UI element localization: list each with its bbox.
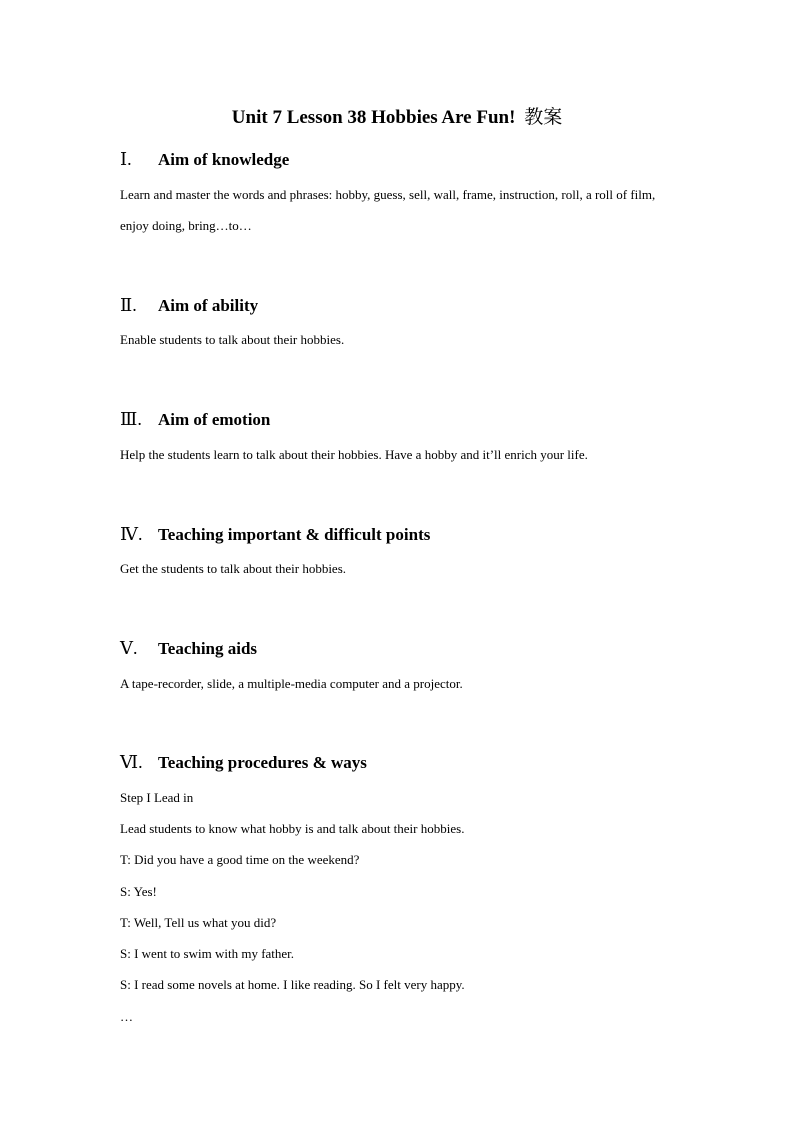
section-number: Ⅱ. bbox=[120, 295, 137, 315]
section-title: Teaching important & difficult points bbox=[158, 525, 431, 544]
section-number: Ⅳ. bbox=[120, 524, 143, 544]
section-body-4: Get the students to talk about their hobbies. bbox=[120, 561, 347, 576]
section-title: Aim of knowledge bbox=[158, 150, 290, 169]
section-title: Aim of emotion bbox=[158, 410, 271, 429]
section-body-3: Help the students learn to talk about their hobbies. Have a hobby and it’ll enrich your life. bbox=[120, 447, 588, 462]
section-body-1: Learn and master the words and phrases: hobby, guess, sell, wall, frame, instruction, roll, a roll of film, enjoy doing, bring…to… bbox=[120, 187, 656, 233]
section-number: Ⅰ. bbox=[120, 149, 132, 169]
title-chinese: 教案 bbox=[524, 106, 563, 128]
section-heading-1 bbox=[120, 148, 289, 171]
section-number: Ⅴ. bbox=[120, 638, 138, 658]
procedure-line: Lead students to know what hobby is and talk about their hobbies. bbox=[120, 821, 465, 836]
procedure-line: S: Yes! bbox=[120, 884, 157, 899]
procedure-line: Step I Lead in bbox=[120, 790, 194, 805]
section-heading-4 bbox=[120, 523, 430, 546]
section-title: Teaching aids bbox=[158, 639, 258, 658]
section-body-2: Enable students to talk about their hobbies. bbox=[120, 332, 345, 347]
section-heading-6 bbox=[120, 751, 367, 774]
section-heading-3 bbox=[120, 408, 270, 431]
procedure-line: S: I read some novels at home. I like reading. So I felt very happy. bbox=[120, 977, 465, 992]
procedure-line: T: Did you have a good time on the weekend? bbox=[120, 852, 360, 867]
procedure-line: S: I went to swim with my father. bbox=[120, 946, 295, 961]
section-number: Ⅵ. bbox=[120, 752, 143, 772]
section-title: Teaching procedures & ways bbox=[158, 753, 367, 772]
section-heading-5 bbox=[120, 637, 257, 660]
title-main: Unit 7 Lesson 38 Hobbies Are Fun! bbox=[231, 107, 516, 128]
procedure-line: … bbox=[120, 1009, 133, 1024]
section-title: Aim of ability bbox=[158, 296, 259, 315]
procedure-line: T: Well, Tell us what you did? bbox=[120, 915, 277, 930]
section-number: Ⅲ. bbox=[120, 409, 142, 429]
section-body-5: A tape-recorder, slide, a multiple-media computer and a projector. bbox=[120, 676, 463, 691]
document-title bbox=[0, 104, 794, 131]
section-heading-2 bbox=[120, 294, 258, 317]
